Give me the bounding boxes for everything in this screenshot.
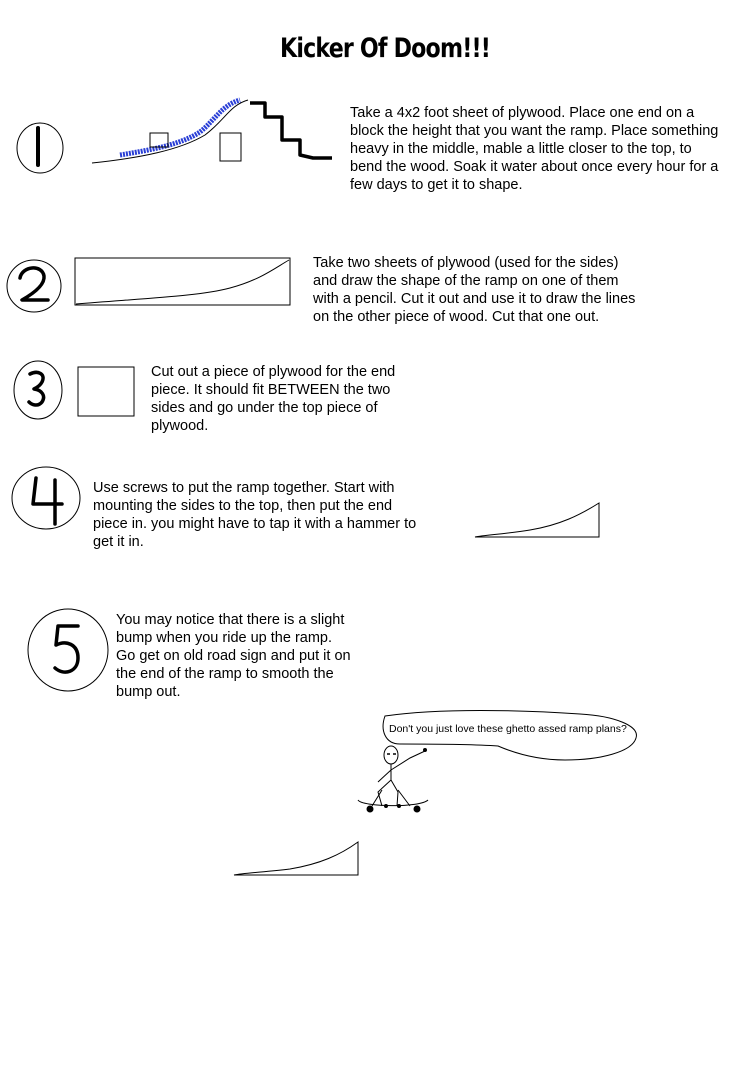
page-title: Kicker Of Doom!!! xyxy=(280,33,491,64)
step-4-number-circle xyxy=(12,467,80,529)
step-2-number-circle xyxy=(7,260,61,312)
step-4-assembled-ramp-sketch xyxy=(475,503,599,537)
step-5-instructions: You may notice that there is a slight bump when you ride up the ramp. Go get on old road sign and put it on the end of the ramp to smooth the bump out. xyxy=(116,612,351,700)
stick-figure-skater xyxy=(358,746,428,812)
step-1-bending-sketch xyxy=(92,100,332,163)
speech-bubble-text: Don't you just love these ghetto assed ramp plans? xyxy=(389,723,627,735)
step-1-number-circle xyxy=(17,123,63,173)
step-2-side-template-sketch xyxy=(75,258,290,305)
step-4-instructions: Use screws to put the ramp together. Start with mounting the sides to the top, then put the end piece in. you might have to tap it with a hammer to get it in. xyxy=(93,480,417,550)
final-ramp-sketch xyxy=(234,842,358,875)
step-2-instructions: Take two sheets of plywood (used for the sides) and draw the shape of the ramp on one of them with a pencil. Cut it out and use it to draw the lines on the other piece of wood. Cut that one out. xyxy=(313,255,636,325)
step-5-number-circle xyxy=(28,609,108,691)
step-3-number-circle xyxy=(14,361,62,419)
step-1-instructions: Take a 4x2 foot sheet of plywood. Place one end on a block the height that you want the ramp. Place something heavy in the middle, mable a little closer to the top, to bend the wood. Soak it water about once every hour for a few days to get it to shape. xyxy=(350,105,719,193)
step-3-end-piece-sketch xyxy=(78,367,134,416)
step-3-instructions: Cut out a piece of plywood for the end piece. It should fit BETWEEN the two sides and go under the top piece of plywood. xyxy=(151,364,396,434)
